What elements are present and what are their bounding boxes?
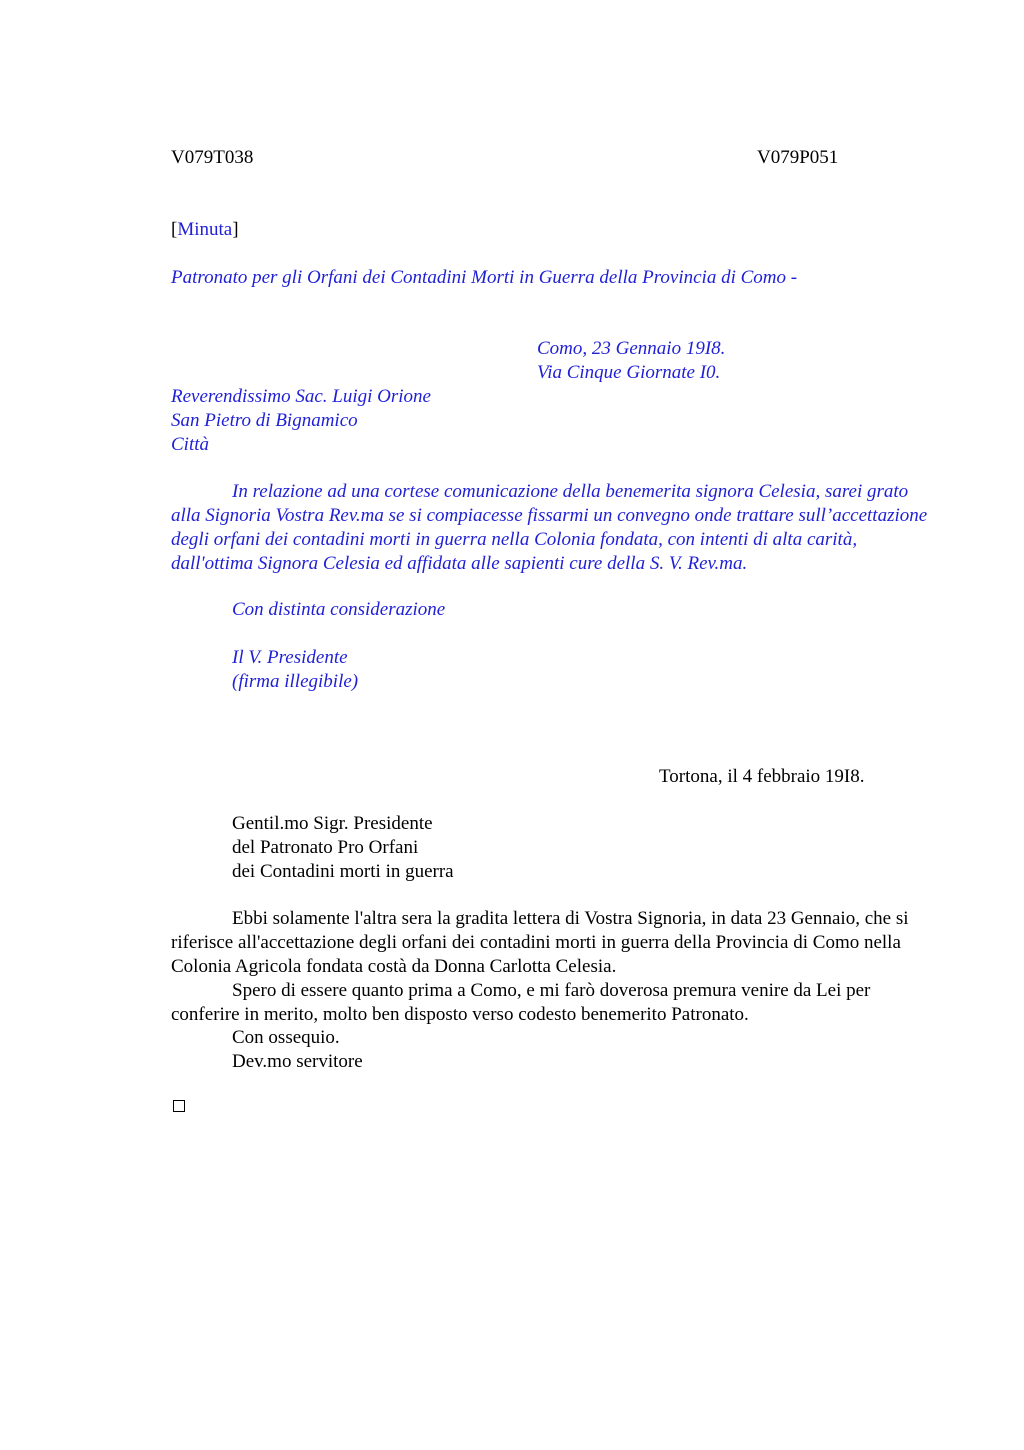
letter2-date: Tortona, il 4 febbraio 19I8. bbox=[659, 766, 865, 787]
minuta-close-bracket: ] bbox=[232, 219, 239, 240]
letter2-paragraph-2: Spero di essere quanto prima a Como, e mi farò doverosa premura venire da Lei per conferire in merito, molto ben disposto verso codesto benemerito Patronato. bbox=[171, 980, 871, 1025]
letter2-recipient bbox=[232, 812, 454, 884]
letter1-date: Como, 23 Gennaio 19I8. bbox=[537, 338, 726, 359]
letter1-signature-note: (firma illegibile) bbox=[232, 671, 359, 692]
letter2-recipient-line: Gentil.mo Sigr. Presidente bbox=[232, 813, 433, 834]
document-code-right: V079P051 bbox=[757, 147, 839, 168]
letter1-recipient-line: San Pietro di Bignamico bbox=[171, 410, 358, 431]
letter1-recipient bbox=[171, 385, 431, 457]
letter1-organization: Patronato per gli Orfani dei Contadini Morti in Guerra della Provincia di Como - bbox=[171, 267, 798, 288]
document-code-left: V079T038 bbox=[171, 147, 254, 168]
checkbox-icon bbox=[173, 1100, 185, 1112]
letter2-signoff: Dev.mo servitore bbox=[232, 1051, 363, 1072]
letter1-signature-title: Il V. Presidente bbox=[232, 647, 348, 668]
letter2-recipient-line: dei Contadini morti in guerra bbox=[232, 861, 454, 882]
minuta-label bbox=[171, 218, 239, 242]
letter1-recipient-line: Città bbox=[171, 434, 210, 455]
minuta-open-bracket: [ bbox=[171, 219, 178, 240]
letter2-paragraph-1: Ebbi solamente l'altra sera la gradita lettera di Vostra Signoria, in data 23 Gennaio, che si riferisce all'accettazione degli orfani dei contadini morti in guerra della Provincia di Como nella Colonia Agricola fondata costà da Donna Carlotta Celesia. bbox=[171, 908, 909, 977]
letter1-body: In relazione ad una cortese comunicazione della benemerita signora Celesia, sarei grato alla Signoria Vostra Rev.ma se si compiacesse fissarmi un convegno onde trattare sull’accettazione degli orfani dei contadini morti in guerra nella Colonia fondata, con intenti di alta carità, dall'ottima Signora Celesia ed affidata alle sapienti cure della S. V. Rev.ma. bbox=[171, 481, 928, 574]
minuta-text: Minuta bbox=[177, 219, 233, 240]
letter1-recipient-line: Reverendissimo Sac. Luigi Orione bbox=[171, 386, 431, 407]
letter1-closing: Con distinta considerazione bbox=[232, 599, 446, 620]
letter2-closing: Con ossequio. bbox=[232, 1027, 340, 1048]
letter2-recipient-line: del Patronato Pro Orfani bbox=[232, 837, 419, 858]
letter1-address: Via Cinque Giornate I0. bbox=[537, 362, 721, 383]
